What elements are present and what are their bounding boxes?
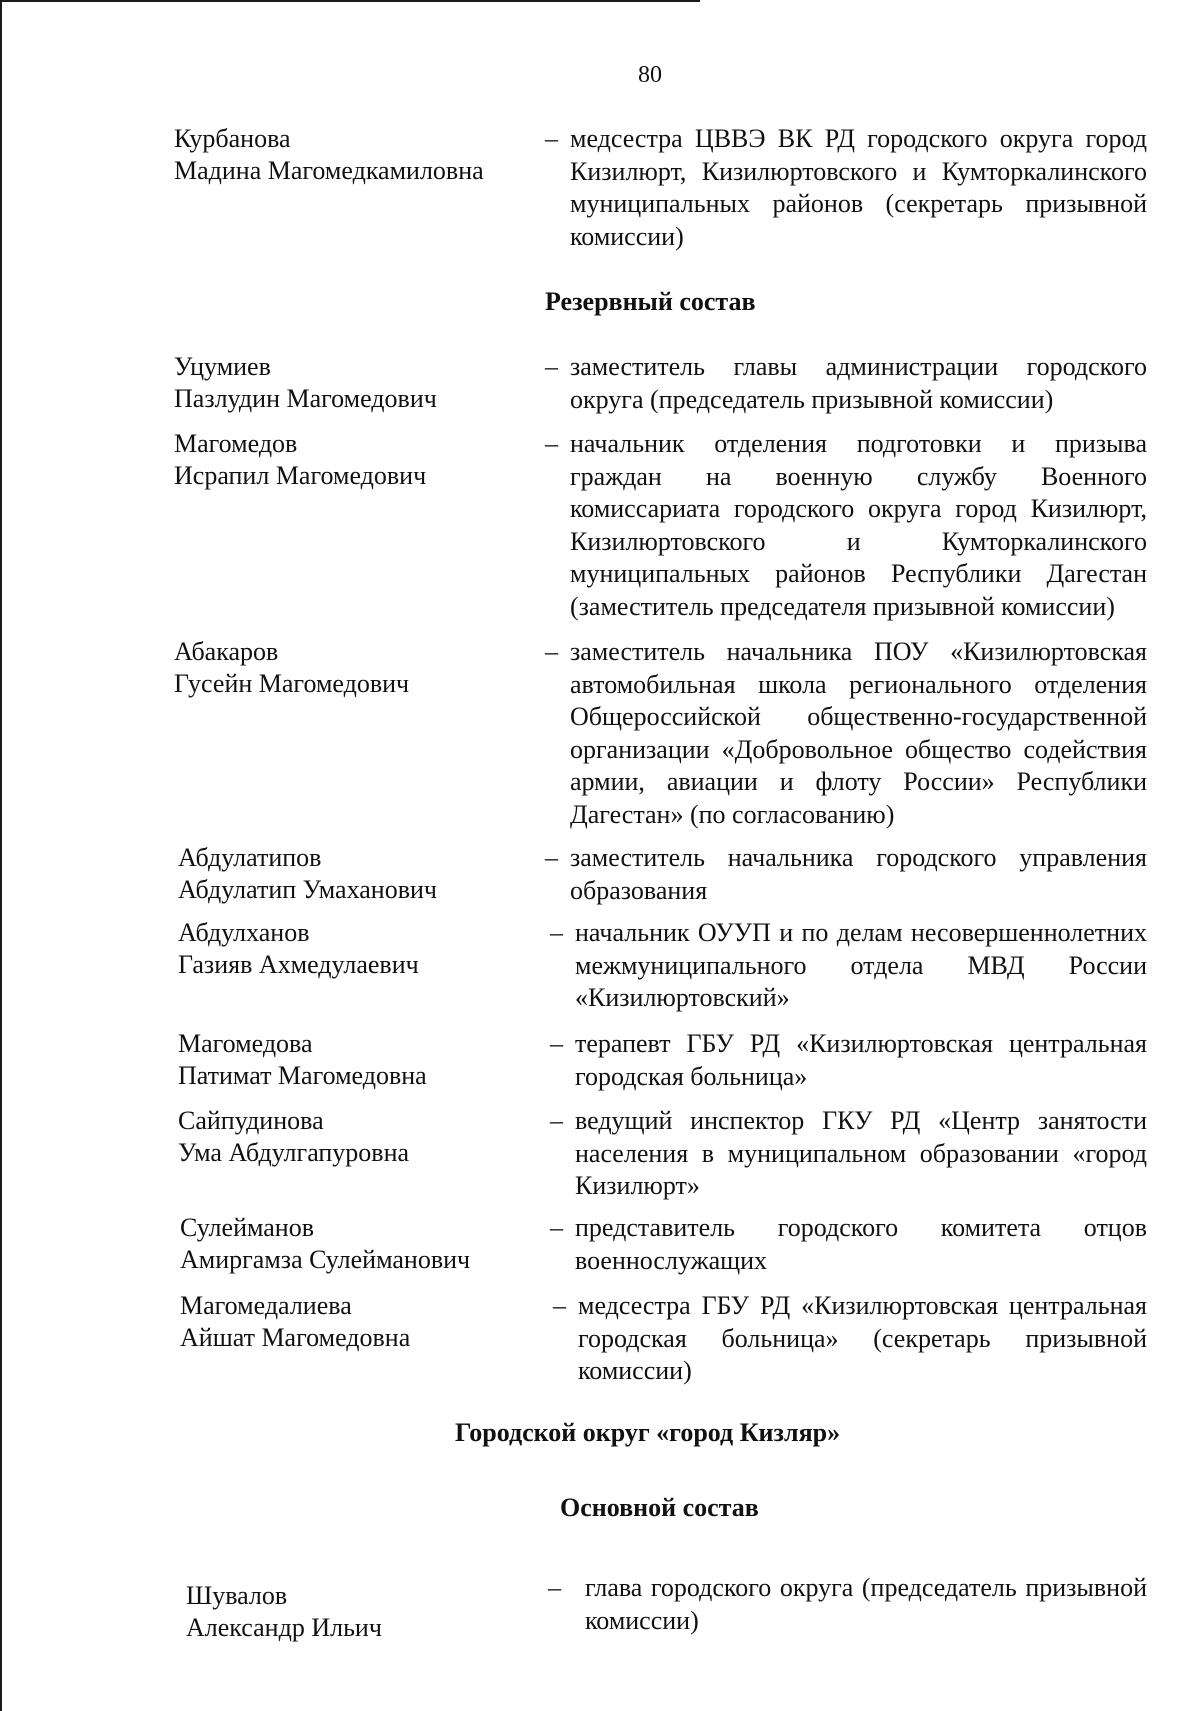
member-surname: Абдулханов	[178, 918, 310, 947]
member-name	[174, 123, 484, 187]
page-number: 80	[638, 62, 662, 88]
member-name	[178, 917, 419, 981]
position-text: заместитель начальника городского управления образования	[570, 843, 1147, 905]
dash-marker: –	[550, 918, 563, 947]
member-position	[550, 1105, 1147, 1203]
dash-marker: –	[545, 124, 558, 153]
dash-marker: –	[553, 1291, 566, 1320]
dash-marker: –	[550, 1029, 563, 1058]
section-heading-district: Городской округ «город Кизляр»	[455, 1418, 841, 1447]
position-text: терапевт ГБУ РД «Кизилюртовская центральная городская больница»	[575, 1029, 1147, 1091]
member-surname: Абакаров	[174, 637, 279, 666]
dash-marker: –	[545, 843, 558, 872]
member-name	[178, 1028, 427, 1092]
member-given-names: Александр Ильич	[186, 1613, 382, 1642]
scan-edge-left	[0, 0, 2, 1711]
section-heading-reserve: Резервный состав	[545, 287, 756, 316]
member-surname: Курбанова	[174, 124, 291, 153]
member-position	[545, 123, 1147, 253]
member-given-names: Патимат Магомедовна	[178, 1061, 427, 1090]
member-given-names: Мадина Магомедкамиловна	[174, 156, 484, 185]
member-name	[174, 351, 437, 415]
dash-marker: –	[545, 429, 558, 458]
member-position	[545, 842, 1147, 907]
member-surname: Магомедов	[174, 429, 298, 458]
position-text: глава городского округа (председатель призывной комиссии)	[585, 1573, 1147, 1635]
position-text: ведущий инспектор ГКУ РД «Центр занятости населения в муниципальном образовании «город Кизилюрт»	[575, 1106, 1147, 1200]
member-given-names: Ума Абдулгапуровна	[178, 1138, 410, 1167]
member-position	[545, 428, 1147, 623]
member-position	[545, 351, 1147, 416]
scan-edge-top	[0, 0, 700, 2]
dash-marker: –	[545, 352, 558, 381]
member-given-names: Пазлудин Магомедович	[174, 384, 437, 413]
position-text: начальник ОУУП и по делам несовершеннолетних межмуниципального отдела МВД России «Кизилюртовский»	[575, 918, 1147, 1012]
dash-marker: –	[550, 1213, 563, 1242]
position-text: заместитель главы администрации городского округа (председатель призывной комиссии)	[570, 352, 1147, 414]
member-position	[550, 1028, 1147, 1093]
member-given-names: Исрапил Магомедович	[174, 461, 427, 490]
position-text: заместитель начальника ПОУ «Кизилюртовская автомобильная школа регионального отделения Общероссийской общественно-государственной организации «Добровольное общество содействия армии, авиации и флоту России» Республики Дагестан» (по согласованию)	[570, 637, 1147, 829]
member-given-names: Амиргамза Сулейманович	[180, 1245, 471, 1274]
member-surname: Сайпудинова	[178, 1106, 324, 1135]
member-position	[545, 636, 1147, 831]
member-position	[548, 1572, 1147, 1637]
section-heading-main: Основной состав	[560, 1493, 759, 1522]
member-position	[553, 1290, 1147, 1388]
member-position	[550, 1212, 1147, 1277]
member-surname: Магомедова	[178, 1029, 313, 1058]
member-surname: Сулейманов	[180, 1213, 314, 1242]
member-given-names: Гусейн Магомедович	[174, 669, 410, 698]
member-surname: Абдулатипов	[178, 843, 322, 872]
member-surname: Магомедалиева	[180, 1291, 352, 1320]
member-name	[180, 1290, 410, 1354]
member-name	[174, 636, 409, 700]
member-surname: Уцумиев	[174, 352, 271, 381]
position-text: начальник отделения подготовки и призыва граждан на военную службу Военного комиссариата городского округа город Кизилюрт, Кизилюртовского и Кумторкалинского муниципальных районов Республики Дагестан (заместитель председателя призывной комиссии)	[570, 429, 1147, 621]
member-name	[174, 428, 426, 492]
member-name	[186, 1580, 382, 1644]
position-text: медсестра ЦВВЭ ВК РД городского округа город Кизилюрт, Кизилюртовского и Кумторкалинского муниципальных районов (секретарь призывной комиссии)	[570, 124, 1147, 251]
member-given-names: Газияв Ахмедулаевич	[178, 950, 419, 979]
member-given-names: Абдулатип Умаханович	[178, 875, 437, 904]
dash-marker: –	[545, 637, 558, 666]
member-position	[550, 917, 1147, 1015]
member-surname: Шувалов	[186, 1581, 288, 1610]
position-text: представитель городского комитета отцов военнослужащих	[575, 1213, 1147, 1275]
dash-marker: –	[548, 1573, 561, 1602]
member-given-names: Айшат Магомедовна	[180, 1323, 411, 1352]
member-name	[180, 1212, 470, 1276]
position-text: медсестра ГБУ РД «Кизилюртовская центральная городская больница» (секретарь призывной комиссии)	[578, 1291, 1147, 1385]
member-name	[178, 842, 437, 906]
dash-marker: –	[550, 1106, 563, 1135]
member-name	[178, 1105, 409, 1169]
